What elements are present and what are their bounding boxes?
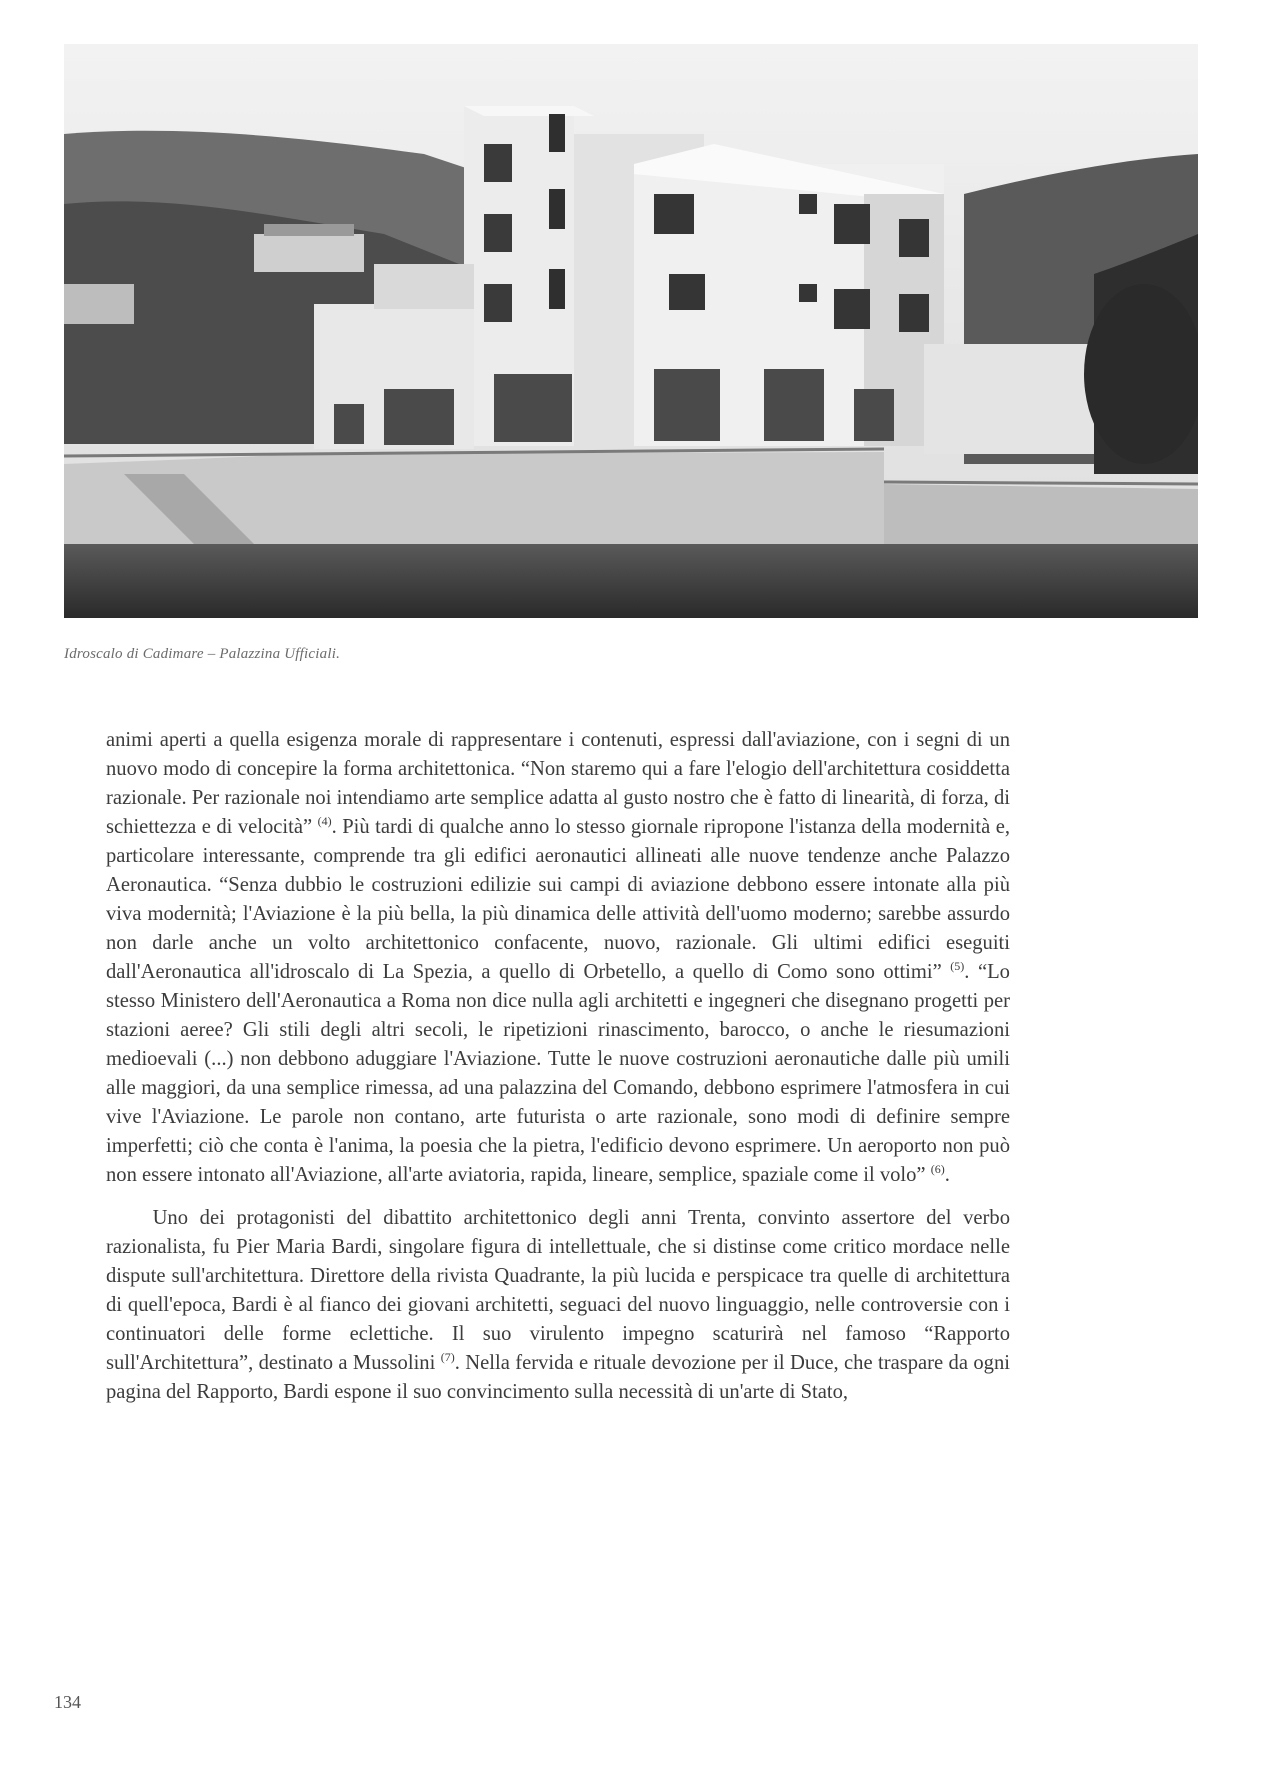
footnote-marker: (7) <box>440 1350 455 1364</box>
building-photograph <box>64 44 1198 618</box>
footnote-marker: (5) <box>950 959 965 973</box>
paragraph: Uno dei protagonisti del dibattito architettonico degli anni Trenta, convinto assertore del verbo razionalista, fu Pier Maria Bardi, singolare figura di intellettuale, che si distinse come critico mordace nelle dispute sull'architettura. Direttore della rivista Quadrante, la più lucida e perspicace tra quelle di architettura di quell'epoca, Bardi è al fianco dei giovani architetti, seguaci del nuovo linguaggio, nelle controversie con i continuatori delle forme eclettiche. Il suo virulento impegno scaturirà nel famoso “Rapporto sull'Architettura”, destinato a Mussolini $^{(7)}$. Nella fervida e rituale devozione per il Duce, che traspare da ogni pagina del Rapporto, Bardi espone il suo convincimento sulla necessità di un'arte di Stato, <box>106 1207 1016 1403</box>
footnote-marker: (6) <box>930 1162 945 1176</box>
paragraph: animi aperti a quella esigenza morale di rappresentare i contenuti, espressi dall'aviazione, con i segni di un nuovo modo di concepire la forma architettonica. “Non staremo qui a fare l'elogio dell'architettura cosiddetta razionale. Per razionale noi intendiamo arte semplice adatta al gusto nostro che è fatto di linearità, di forza, di schiettezza e di velocità” $^{(4)}$. Più tardi di qualche anno lo stesso giornale ripropone l'istanza della modernità e, particolare interessante, comprende tra gli edifici aeronautici allineati alle nuove tendenze anche Palazzo Aeronautica. “Senza dubbio le costruzioni edilizie sui campi di aviazione debbono essere intonate alla più viva modernità; l'Aviazione è la più bella, la più dinamica delle attività dell'uomo moderno; sarebbe assurdo non darle anche un volto architettonico confacente, nuovo, razionale. Gli ultimi edifici eseguiti dall'Aeronautica all'idroscalo di La Spezia, a quello di Orbetello, a quello di Como sono ottimi” $^{(5)}$. “Lo stesso Ministero dell'Aeronautica a Roma non dice nulla agli architetti e ingegneri che disegnano progetti per stazioni aeree? Gli stili degli altri secoli, le ripetizioni rinascimento, barocco, o anche le riesumazioni medioevali (...) non debbono aduggiare l'Aviazione. Tutte le nuove costruzioni aeronautiche dalle più umili alle maggiori, da una semplice rimessa, ad una palazzina del Comando, debbono esprimere l'atmosfera in cui vive l'Aviazione. Le parole non contano, arte futurista o arte razionale, sono modi di definire sempre imperfetti; ciò che conta è l'anima, la poesia che la pietra, l'edificio devono esprimere. Un aeroporto non può non essere intonato all'Aviazione, all'arte aviatoria, rapida, lineare, semplice, spaziale come il volo” $^{(6)}$. <box>106 729 1010 1186</box>
body-text <box>106 726 1016 1407</box>
page-number: 134 <box>54 1692 81 1712</box>
figure-caption: Idroscalo di Cadimare – Palazzina Ufficiali. <box>64 646 341 662</box>
footnote-marker: (4) <box>317 814 332 828</box>
